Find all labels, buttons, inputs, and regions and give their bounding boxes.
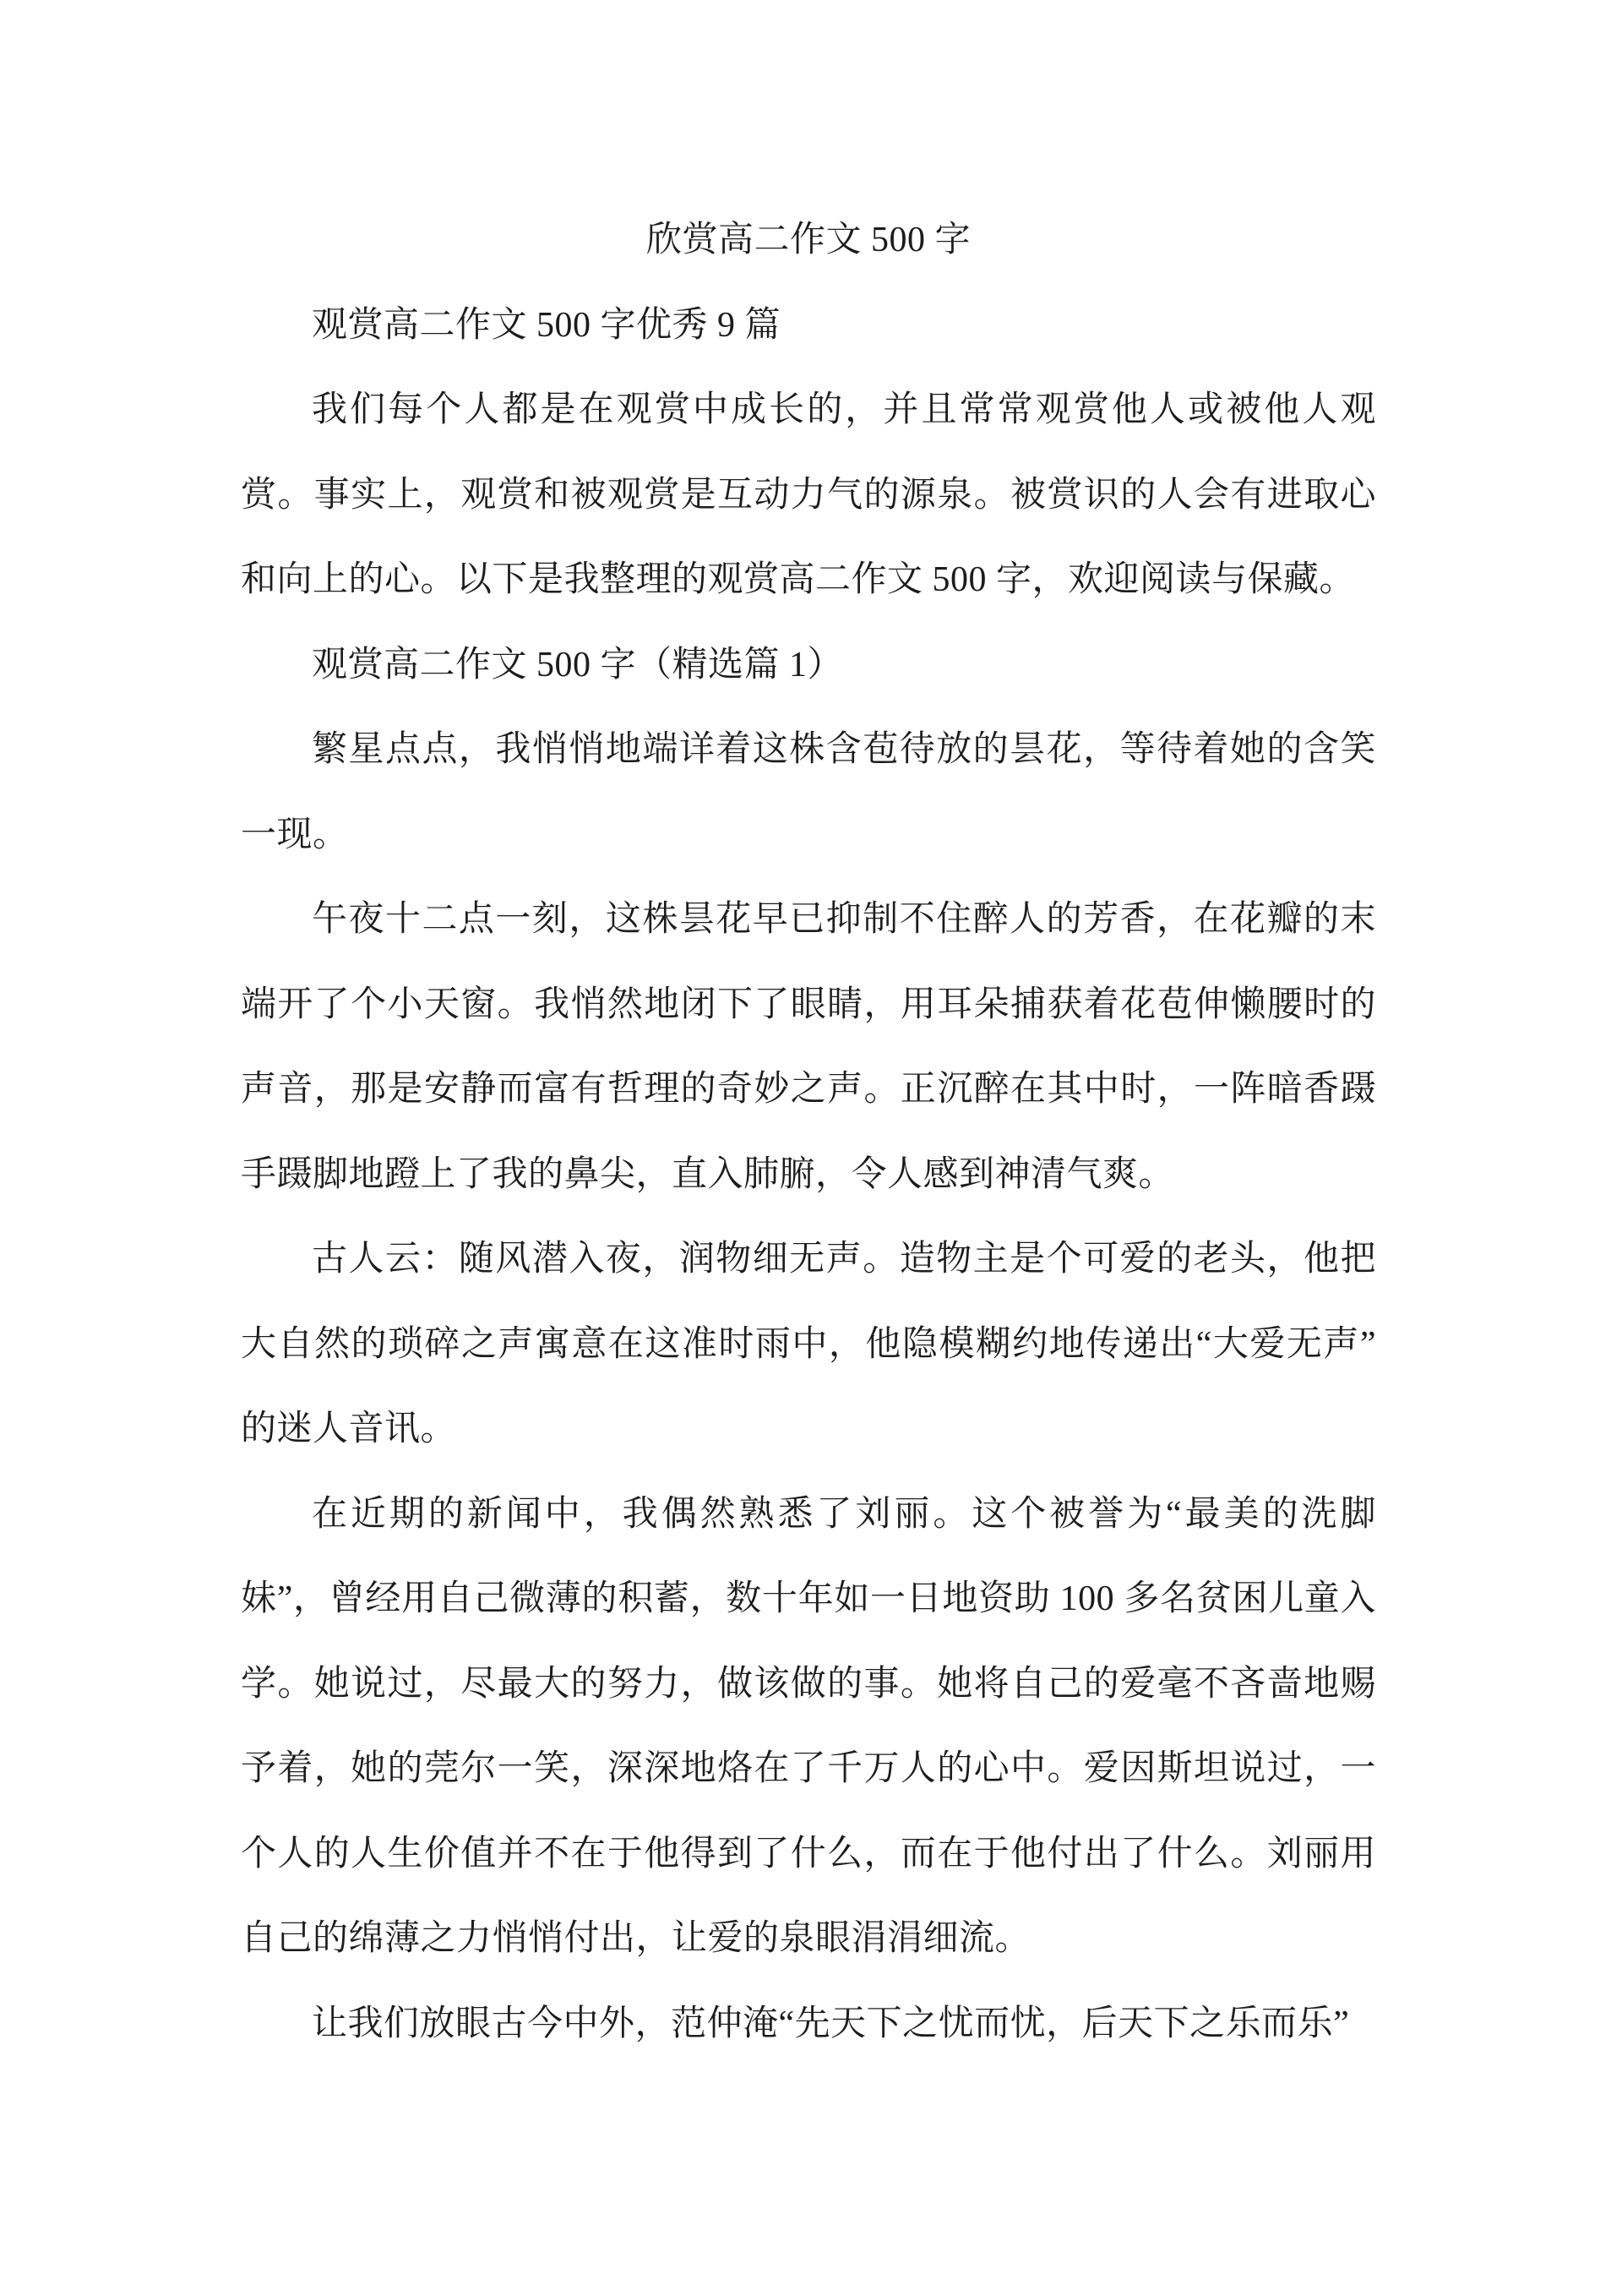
essay-paragraph: 让我们放眼古今中外，范仲淹“先天下之忧而忧，后天下之乐而乐”	[312, 2004, 1350, 2043]
page-title: 欣赏高二作文 500 字	[645, 221, 971, 259]
essay-paragraph: 午夜十二点一刻，这株昙花早已抑制不住醉人的芳香，在花瓣的末端开了个小天窗。我悄然地闭下了眼睛，用耳朵捕获着花苞伸懒腰时的声音，那是安静而富有哲理的奇妙之声。正沉醉在其中时，一阵暗香蹑手蹑脚地蹬上了我的鼻尖，直入肺腑，令人感到神清气爽。	[241, 900, 1376, 1194]
essay-paragraph: 我们每个人都是在观赏中成长的，并且常常观赏他人或被他人观赏。事实上，观赏和被观赏是互动力气的源泉。被赏识的人会有进取心和向上的心。以下是我整理的观赏高二作文 500 字，欢迎阅读与保藏。	[241, 390, 1376, 599]
essay-paragraph: 观赏高二作文 500 字（精选篇 1）	[312, 645, 844, 684]
essay-paragraph: 古人云：随风潜入夜，润物细无声。造物主是个可爱的老头，他把大自然的琐碎之声寓意在这准时雨中，他隐模糊约地传递出“大爱无声”的迷人音讯。	[241, 1240, 1376, 1448]
essay-body	[241, 283, 1376, 2067]
essay-paragraph: 在近期的新闻中，我偶然熟悉了刘丽。这个被誉为“最美的洗脚妹”，曾经用自己微薄的积蓄，数十年如一日地资助 100 多名贫困儿童入学。她说过，尽最大的努力，做该做的事。她将自己的爱毫不吝啬地赐予着，她的莞尔一笑，深深地烙在了千万人的心中。爱因斯坦说过，一个人的人生价值并不在于他得到了什么，而在于他付出了什么。刘丽用自己的绵薄之力悄悄付出，让爱的泉眼涓涓细流。	[241, 1494, 1376, 1958]
essay-paragraph: 观赏高二作文 500 字优秀 9 篇	[312, 305, 781, 345]
essay-paragraph: 繁星点点，我悄悄地端详着这株含苞待放的昙花，等待着她的含笑一现。	[241, 730, 1376, 854]
